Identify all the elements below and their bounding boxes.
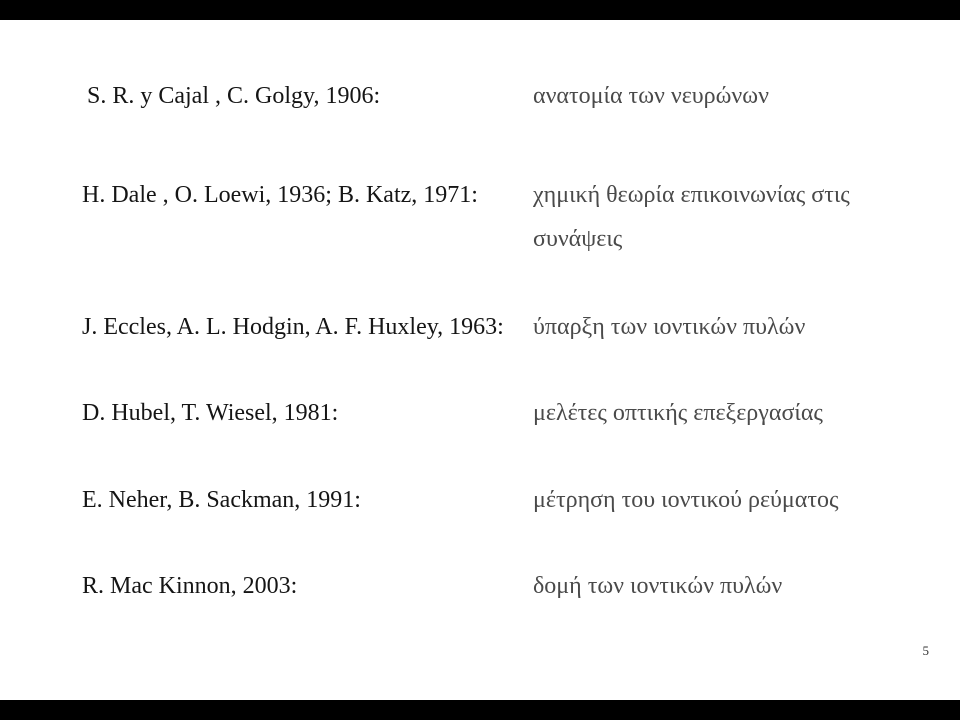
entry-authors: H. Dale , O. Loewi, 1936; B. Katz, 1971: [82,182,478,208]
entry-authors: S. R. y Cajal , C. Golgy, 1906: [87,83,381,109]
entry-authors: E. Neher, B. Sackman, 1991: [82,487,361,513]
entry-topic: χημική θεωρία επικοινωνίας στις συνάψεις [533,182,850,252]
entry-authors: D. Hubel, T. Wiesel, 1981: [82,400,339,426]
entry-authors: R. Mac Kinnon, 2003: [82,573,298,599]
entry-topic: μελέτες οπτικής επεξεργασίας [533,400,823,426]
entry-authors: J. Eccles, A. L. Hodgin, A. F. Huxley, 1963: [82,314,504,340]
entry-topic: ανατομία των νευρώνων [533,83,769,109]
entry-topic: μέτρηση του ιοντικού ρεύματος [533,487,839,513]
slide-page [0,20,960,700]
entry-topic: ύπαρξη των ιοντικών πυλών [533,314,806,340]
page-number: 5 [922,643,929,658]
entry-topic: δομή των ιοντικών πυλών [533,573,783,599]
